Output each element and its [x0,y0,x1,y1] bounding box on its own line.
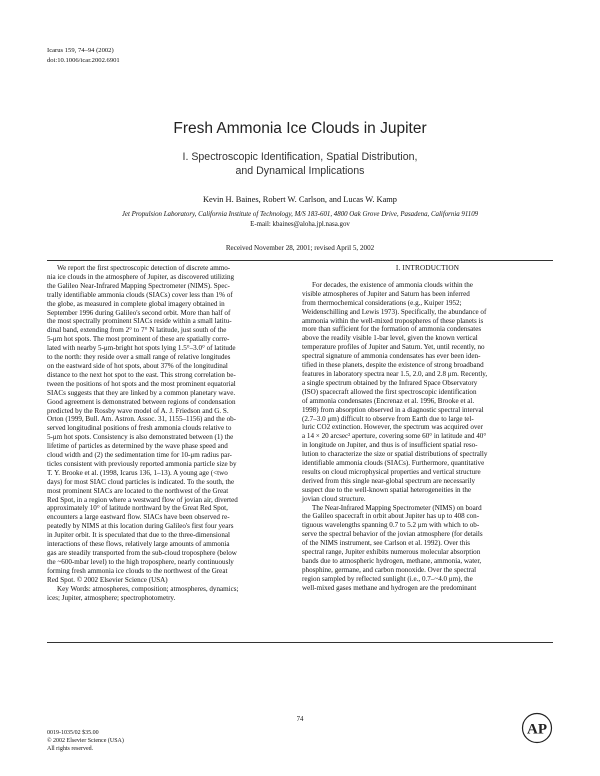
body-line: (2.7–3.0 μm) difficult to observe from Earth due to large tel- [302,414,474,423]
abstract-line: tween the positions of hot spots and the most prominent equatorial [47,379,236,388]
subtitle-line: I. Spectroscopic Identification, Spatial Distribution, [182,151,418,163]
abstract-line: ices; Jupiter, atmosphere; spectrophotometry. [47,593,176,602]
body-line: the Galileo spacecraft in orbit about Jupiter has up to 408 con- [302,512,480,521]
abstract-line: the most spectrally prominent SIACs reside within a small latitu- [47,317,232,326]
body-line: region sampled by reflected sunlight (i.e., 0.7–~4.0 μm), the [302,574,473,583]
journal-info [47,46,120,65]
body-line: of ammonia condensates (Encrenaz et al. 1996, Brooke et al. [302,396,475,405]
article-subtitle [0,150,600,178]
abstract-line: cloud width and (2) the sedimentation time for 10-μm radius par- [47,451,232,460]
abstract-line: We report the first spectroscopic detection of discrete ammo- [57,264,231,272]
journal-doi[interactable]: doi:10.1006/icar.2002.6901 [47,56,120,64]
body-line: tified in these planets, despite the existence of strong broadband [302,361,484,370]
abstract-line: dinal band, extending from 2° to 7° N latitude, just south of the [47,326,227,335]
abstract-line: Red Spot, in a region where a westward flow of jovian air, diverted [47,495,238,504]
body-line: (ISO) spacecraft allowed the first spectroscopic identification [302,387,477,396]
body-line: derived from this single near-global spectrum are necessarily [302,476,476,485]
abstract-line: lated with nearby 5-μm-bright hot spots lying 1.5°–3.0° of latitude [47,344,236,353]
abstract [47,264,288,602]
abstract-line: predicted by the Rossby wave model of A. J. Friedson and G. S. [47,406,229,415]
abstract-line: Key Words: atmospheres, composition; atmospheres, dynamics; [57,584,239,593]
introduction-section [302,264,553,593]
divider-bottom [47,642,553,643]
subtitle-line: and Dynamical Implications [235,165,365,177]
abstract-line: T. Y. Brooke et al. (1998, Icarus 136, 1–13). A young age (<two [47,468,228,477]
received-dates: Received November 28, 2001; revised April 5, 2002 [225,244,375,252]
body-line: The Near-Infrared Mapping Spectrometer (NIMS) on board [312,503,482,512]
abstract-line: Red Spot. © 2002 Elsevier Science (USA) [47,575,168,584]
introduction-body [302,281,553,593]
abstract-line: SIACs suggests that they are linked by a common planetary wave. [47,388,236,397]
abstract-line: ticles consistent with previously reported ammonia particle size by [47,459,237,468]
abstract-line: 5-μm hot spots. Consistency is also demonstrated between (1) the [47,433,234,442]
body-line: suspect due to the well-known spatial heterogeneities in the [302,485,472,494]
body-line: bands due to atmospheric hydrogen, methane, ammonia, water, [302,557,482,565]
divider-top [47,260,553,261]
abstract-line: most prominent SIACs are located to the northwest of the Great [47,486,229,495]
body-line: spectral signature of ammonia condensates has ever been iden- [302,352,481,361]
abstract-line: encounters a large eastward flow. SIACs have been observed re- [47,513,230,522]
body-line: jovian cloud structure. [302,494,366,503]
abstract-line: distance to the next hot spot to the east. This strong correlation be- [47,370,236,379]
body-line: above the readily visible 1-bar level, given the known vertical [302,334,478,343]
footer-line: © 2002 Elsevier Science (USA) [47,738,124,745]
body-line: phosphine, germane, and carbon monoxide. Over the spectral [302,565,477,574]
abstract-line: the ~600-mbar level) to the high troposphere, nearly continuously [47,557,234,566]
abstract-line: September 1996 during Galileo's second orbit. More than half of [47,308,231,317]
body-line: serve the spectral behavior of the jovian atmosphere (for details [302,530,483,539]
footer-line: 0019-1035/02 $35.00 [47,730,99,736]
abstract-line: in Jupiter orbit. It is speculated that due to the three-dimensional [47,531,231,540]
contact-email[interactable]: E-mail: kbaines@aloha.jpl.nasa.gov [250,221,350,228]
section-heading: I. INTRODUCTION [395,264,460,272]
abstract-line: served longitudinal positions of fresh ammonia clouds relative to [47,424,232,433]
body-line: more than sufficient for the formation of ammonia condensates [302,325,482,334]
body-line: of the NIMS instrument, see Carlson et al. 1992). Over this [302,539,471,548]
affiliation-block [0,210,600,230]
body-line: 1998) from absorption observed in a diagnostic spectral interval [302,405,484,414]
abstract-line: on the eastward side of hot spots, about 37% of the longitudinal [47,361,228,370]
body-line: tiguous wavelengths spanning 0.7 to 5.2 μm with which to ob- [302,521,480,530]
abstract-line: Orton (1999, Bull. Am. Astron. Assoc. 31, 1155–1156) and the ob- [47,415,237,424]
abstract-line: the Galileo Near-Infrared Mapping Spectrometer (NIMS). Spec- [47,281,230,290]
abstract-line: gas are steadily transported from the sub-cloud troposphere (below [47,549,237,557]
body-line: For decades, the existence of ammonia clouds within the [312,280,473,289]
abstract-line: Good agreement is demonstrated between regions of condensation [47,397,236,406]
copyright-footer [47,729,124,754]
body-line: Weidenschilling and Lewis 1973). Specifically, the abundance of [302,307,487,316]
body-line: ammonia within the well-mixed tropospheres of these planets is [302,316,484,325]
publisher-logo-icon [521,712,553,744]
body-line: temperature profiles of Jupiter and Saturn. Yet, until recently, no [302,343,485,352]
body-line: from thermochemical considerations (e.g., Kuiper 1952; [302,298,462,307]
body-line: a 14 × 20 arcsec² aperture, covering some 60° in latitude and 40° [302,432,487,441]
body-line: features in laboratory spectra near 1.5, 2.0, and 2.8 μm. Recently, [302,369,488,378]
abstract-line: lifetime of particles as determined by the wave phase speed and [47,442,228,451]
body-line: identifiable ammonia clouds (SIACs). Furthermore, quantitative [302,459,485,468]
abstract-line: peatedly by NIMS at this location during Galileo's first four years [47,522,234,531]
abstract-line: the globe, as measured in complete global imagery obtained in [47,299,225,308]
body-line: results on cloud microphysical properties and vertical structure [302,467,481,476]
author-list: Kevin H. Baines, Robert W. Carlson, and Lucas W. Kamp [203,195,397,204]
article-title: Fresh Ammonia Ice Clouds in Jupiter [173,120,427,137]
abstract-line: approximately 10° of latitude northward by the Great Red Spot, [47,504,228,513]
abstract-line: nia ice clouds in the atmosphere of Jupiter, as discovered utilizing [47,272,235,281]
abstract-line: days) for most SIAC cloud particles is indicated. To the south, the [47,477,235,486]
body-line: well-mixed gases methane and hydrogen are the predominant [302,583,477,592]
body-line: in longitude on Jupiter, and thus is of insufficient spatial reso- [302,441,478,450]
logo-text: AP [527,721,547,738]
body-line: a single spectrum obtained by the Infrared Space Observatory [302,378,478,387]
body-line: visible atmospheres of Jupiter and Saturn has been inferred [302,289,470,298]
abstract-line: interactions of these flows, relatively large amounts of ammonia [47,540,230,549]
abstract-line: to the north: they reside over a small range of relative longitudes [47,353,231,362]
abstract-line: forming fresh ammonia ice clouds to the northwest of the Great [47,566,228,575]
body-line: luric CO2 extinction. However, the spectrum was acquired over [302,423,483,432]
body-line: spectral range, Jupiter exhibits numerous molecular absorption [302,548,481,557]
journal-citation: Icarus 159, 74–94 (2002) [47,47,114,54]
body-line: lution to characterize the size or spatial distributions of spectrally [302,450,488,459]
abstract-line: trally identifiable ammonia clouds (SIACs) cover less than 1% of [47,290,233,299]
page-number: 74 [296,716,304,723]
abstract-line: 5-μm hot spots. The most prominent of these are spatially corre- [47,335,230,344]
affiliation: Jet Propulsion Laboratory, California Institute of Technology, M/S 183-601, 4800 Oak Grove Drive, Pasadena, California 91109 [121,211,479,218]
footer-line: All rights reserved. [47,746,94,753]
